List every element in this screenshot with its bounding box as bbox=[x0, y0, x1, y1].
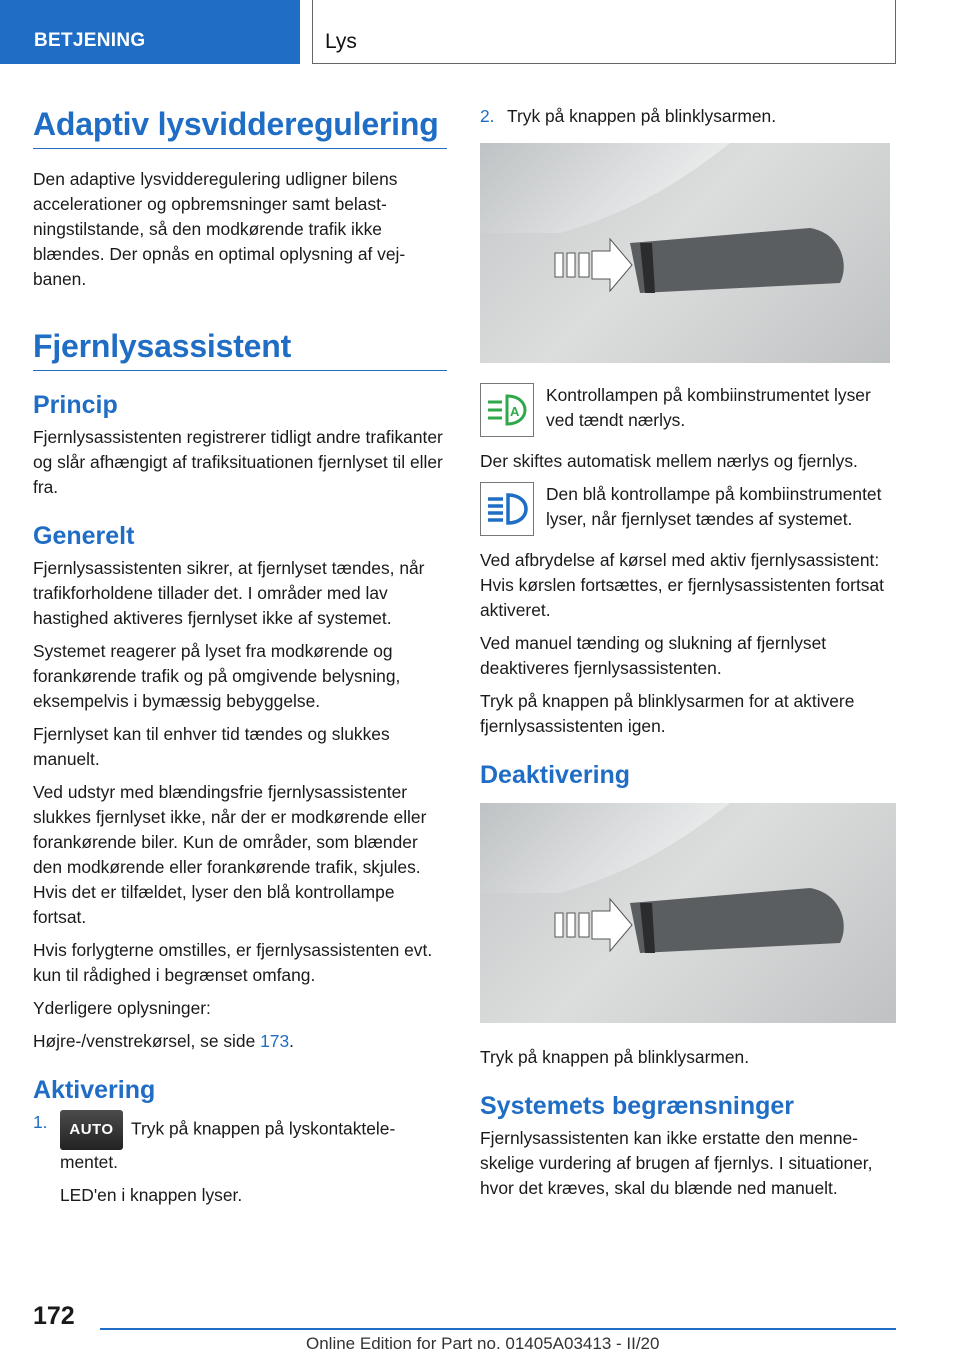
paragraph-princip: Fjernlysassistenten registrerer tidligt andre trafikanter og slår afhængigt af trafiksituationen fjernlyset til eller fra. bbox=[33, 427, 443, 497]
low-beam-assist-icon bbox=[480, 383, 534, 437]
stalk-photo-1 bbox=[480, 143, 890, 363]
heading-generelt: Generelt bbox=[33, 522, 135, 550]
lamp-row-2 bbox=[480, 482, 896, 536]
heading-deaktivering: Deaktivering bbox=[480, 761, 631, 789]
paragraph-skift: Der skiftes automatisk mellem nærlys og fjernlys. bbox=[480, 451, 858, 471]
step-text bbox=[60, 1110, 447, 1175]
left-column bbox=[33, 104, 447, 1216]
paragraph-generelt-4: Ved udstyr med blændingsfrie fjernlysassistenter slukkes fjernlyset ikke, når der er modkørende eller forankørende biler. Kun de områder, som blænder den modkørende eller forankørende trafik, skjules. Hvis det er tilfældet, lyser den blå kontrollampe fortsat. bbox=[33, 782, 427, 927]
heading-fjernlysassistent: Fjernlysassistent bbox=[33, 326, 447, 371]
auto-button-icon: AUTO bbox=[60, 1110, 123, 1150]
step-1-text: Tryk på knappen på lyskontaktelementet. bbox=[60, 1118, 396, 1172]
heading-princip: Princip bbox=[33, 391, 118, 419]
heading-aktivering: Aktivering bbox=[33, 1076, 156, 1104]
paragraph-adaptiv: Den adaptive lysvidderegulering udligner bilens accelerationer og opbremsninger samt belastningstilstande, så den modkørende trafik ikke blændes. Der opnås en optimal oplysning af vejbanen. bbox=[33, 169, 406, 289]
lamp-row-1 bbox=[480, 383, 896, 437]
paragraph-generelt-6: Yderligere oplysninger: bbox=[33, 998, 211, 1018]
paragraph-generelt-7 bbox=[33, 1029, 447, 1054]
high-beam-icon bbox=[480, 482, 534, 536]
heading-begraensninger: Systemets begrænsninger bbox=[480, 1092, 794, 1120]
paragraph-generelt-5: Hvis forlygterne omstilles, er fjernlysassistenten evt. kun til rådighed i begrænset omfang. bbox=[33, 940, 433, 985]
footer-edition: Online Edition for Part no. 01405A03413 - II/20 bbox=[306, 1334, 660, 1353]
footer-divider bbox=[100, 1328, 896, 1330]
chapter-title: Lys bbox=[312, 0, 896, 64]
reference-text: Højre-/venstrekørsel, se side bbox=[33, 1031, 261, 1051]
turn-signal-stalk-illustration-2 bbox=[480, 803, 896, 1023]
turn-signal-stalk-illustration bbox=[480, 143, 890, 363]
svg-text:A: A bbox=[510, 404, 520, 419]
paragraph-generelt-1: Fjernlysassistenten sikrer, at fjernlyset tændes, når trafikforholdene tillader det. I områder med lav hastighed aktiveres fjernlyset ikke af systemet. bbox=[33, 558, 425, 628]
paragraph-afbrydelse: Ved afbrydelse af kørsel med aktiv fjernlysassistent: Hvis kørslen fortsættes, er fjernlysassistenten fortsat aktiveret. bbox=[480, 550, 884, 620]
lamp-2-text: Den blå kontrollampe på kombiinstrumentet lyser, når fjernlyset tændes af systemet. bbox=[546, 484, 882, 529]
section-tab: BETJENING bbox=[0, 0, 300, 64]
page-number: 172 bbox=[33, 1302, 75, 1330]
step-number: 2. bbox=[480, 106, 495, 126]
paragraph-begraensninger: Fjernlysassistenten kan ikke erstatte den menneskelige vurdering af brugen af fjernlys. I situationer, hvor det kræves, skal du blænde ned manuelt. bbox=[480, 1128, 873, 1198]
stalk-photo-2 bbox=[480, 803, 896, 1023]
step-1 bbox=[33, 1110, 447, 1175]
page-link[interactable]: 173 bbox=[260, 1031, 290, 1051]
step-2 bbox=[480, 104, 896, 129]
paragraph-igen: Tryk på knappen på blinklysarmen for at aktivere fjernlysassistenten igen. bbox=[480, 691, 855, 736]
paragraph-deaktivering: Tryk på knappen på blinklysarmen. bbox=[480, 1047, 750, 1067]
reference-end: . bbox=[289, 1031, 294, 1051]
paragraph-generelt-3: Fjernlyset kan til enhver tid tændes og slukkes manuelt. bbox=[33, 724, 390, 769]
paragraph-manuel: Ved manuel tænding og slukning af fjernlyset deaktiveres fjernlysassistenten. bbox=[480, 633, 827, 678]
step-number: 1. bbox=[33, 1112, 48, 1132]
right-column bbox=[480, 104, 896, 1209]
step-1-subtext: LED'en i knappen lyser. bbox=[60, 1185, 243, 1205]
step-2-text: Tryk på knappen på blinklysarmen. bbox=[507, 106, 777, 126]
lamp-1-text: Kontrollampen på kombiinstrumentet lyser ved tændt nærlys. bbox=[546, 385, 871, 430]
paragraph-generelt-2: Systemet reagerer på lyset fra modkørende og forankørende trafik og på omgivende belysning, eksempelvis i bymæssig bebyggelse. bbox=[33, 641, 401, 711]
heading-adaptiv: Adaptiv lysvidderegulering bbox=[33, 104, 447, 149]
